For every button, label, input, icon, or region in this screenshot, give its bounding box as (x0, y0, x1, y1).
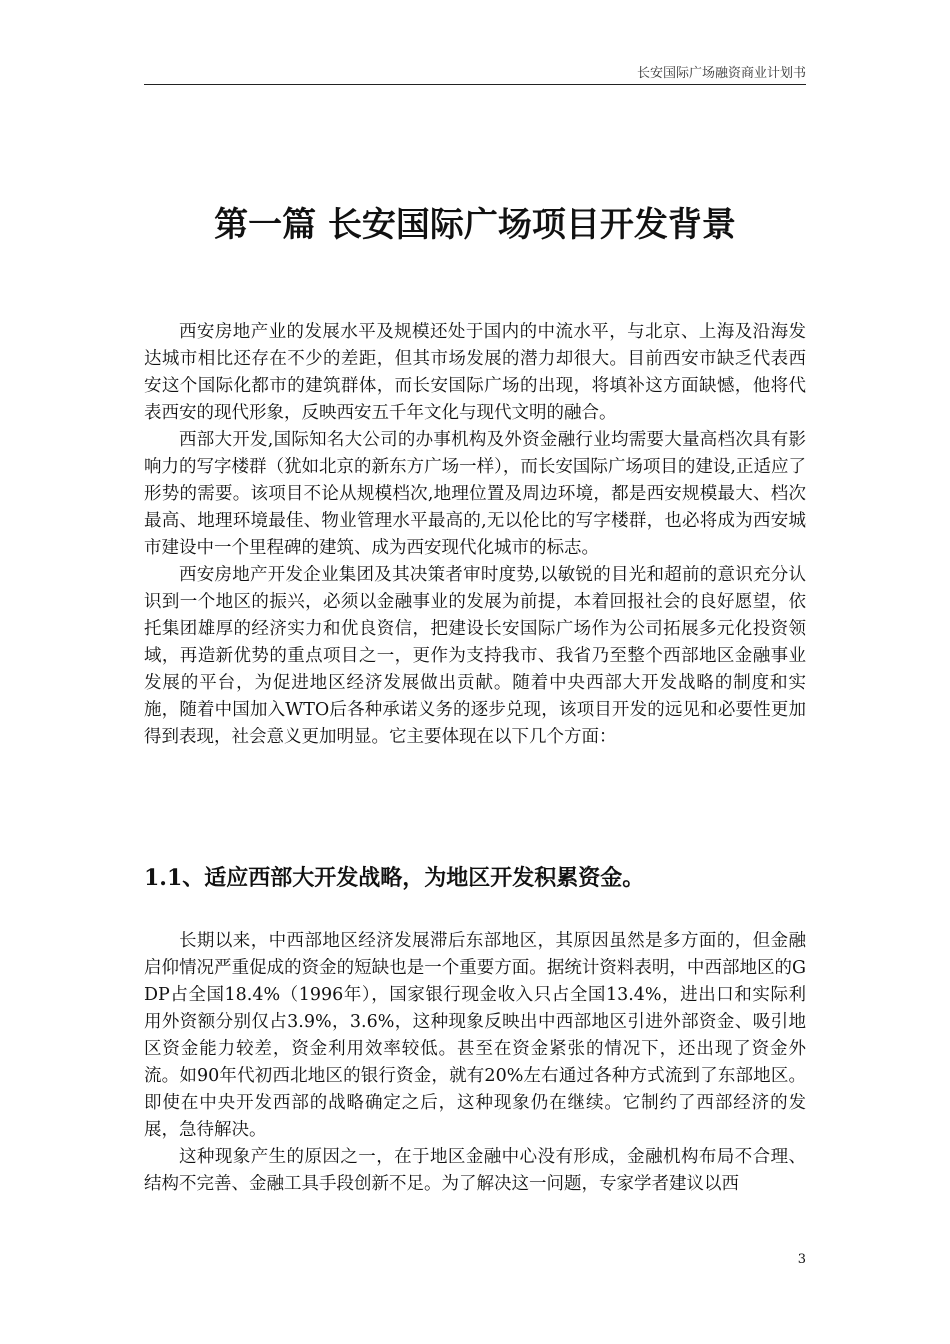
body-paragraph: 西部大开发,国际知名大公司的办事机构及外资金融行业均需要大量高档次具有影响力的写字楼群（犹如北京的新东方广场一样），而长安国际广场项目的建设,正适应了形势的需要。该项目不论从规模档次,地理位置及周边环境，都是西安规模最大、档次最高、地理环境最佳、物业管理水平最高的,无以伦比的写字楼群，也必将成为西安城市建设中一个里程碑的建筑、成为西安现代化城市的标志。 (144, 430, 806, 558)
section-heading: 1.1、适应西部大开发战略，为地区开发积累资金。 (144, 865, 645, 891)
body-paragraph: 西安房地产开发企业集团及其决策者审时度势,以敏锐的目光和超前的意识充分认识到一个地区的振兴，必须以金融事业的发展为前提，本着回报社会的良好愿望，依托集团雄厚的经济实力和优良资信，把建设长安国际广场作为公司拓展多元化投资领域，再造新优势的重点项目之一，更作为支持我市、我省乃至整个西部地区金融事业发展的平台，为促进地区经济发展做出贡献。随着中央西部大开发战略的制度和实施，随着中国加入WTO后各种承诺义务的逐步兑现，该项目开发的远见和必要性更加得到表现，社会意义更加明显。它主要体现在以下几个方面： (144, 565, 806, 747)
body-paragraph: 这种现象产生的原因之一，在于地区金融中心没有形成，金融机构布局不合理、结构不完善、金融工具手段创新不足。为了解决这一问题，专家学者建议以西 (144, 1147, 806, 1194)
page-number: 3 (797, 1252, 806, 1267)
header-rule (144, 84, 806, 85)
section-text (144, 928, 806, 1198)
body-paragraph: 长期以来，中西部地区经济发展滞后东部地区，其原因虽然是多方面的，但金融启仰情况严重促成的资金的短缺也是一个重要方面。据统计资料表明，中西部地区的GDP占全国18.4%（1996年），国家银行现金收入只占全国13.4%，进出口和实际利用外资额分别仅占3.9%，3.6%，这种现象反映出中西部地区引进外部资金、吸引地区资金能力较差，资金利用效率较低。甚至在资金紧张的情况下，还出现了资金外流。如90年代初西北地区的银行资金，就有20%左右通过各种方式流到了东部地区。即使在中央开发西部的战略确定之后，这种现象仍在继续。它制约了西部经济的发展，急待解决。 (144, 931, 806, 1140)
running-header: 长安国际广场融资商业计划书 (636, 66, 806, 81)
chapter-title: 第一篇 长安国际广场项目开发背景 (214, 205, 736, 245)
intro-text (144, 319, 806, 751)
body-paragraph: 西安房地产业的发展水平及规模还处于国内的中流水平，与北京、上海及沿海发达城市相比还存在不少的差距，但其市场发展的潜力却很大。目前西安市缺乏代表西安这个国际化都市的建筑群体，而长安国际广场的出现，将填补这方面缺憾，他将代表西安的现代形象，反映西安五千年文化与现代文明的融合。 (144, 322, 806, 423)
